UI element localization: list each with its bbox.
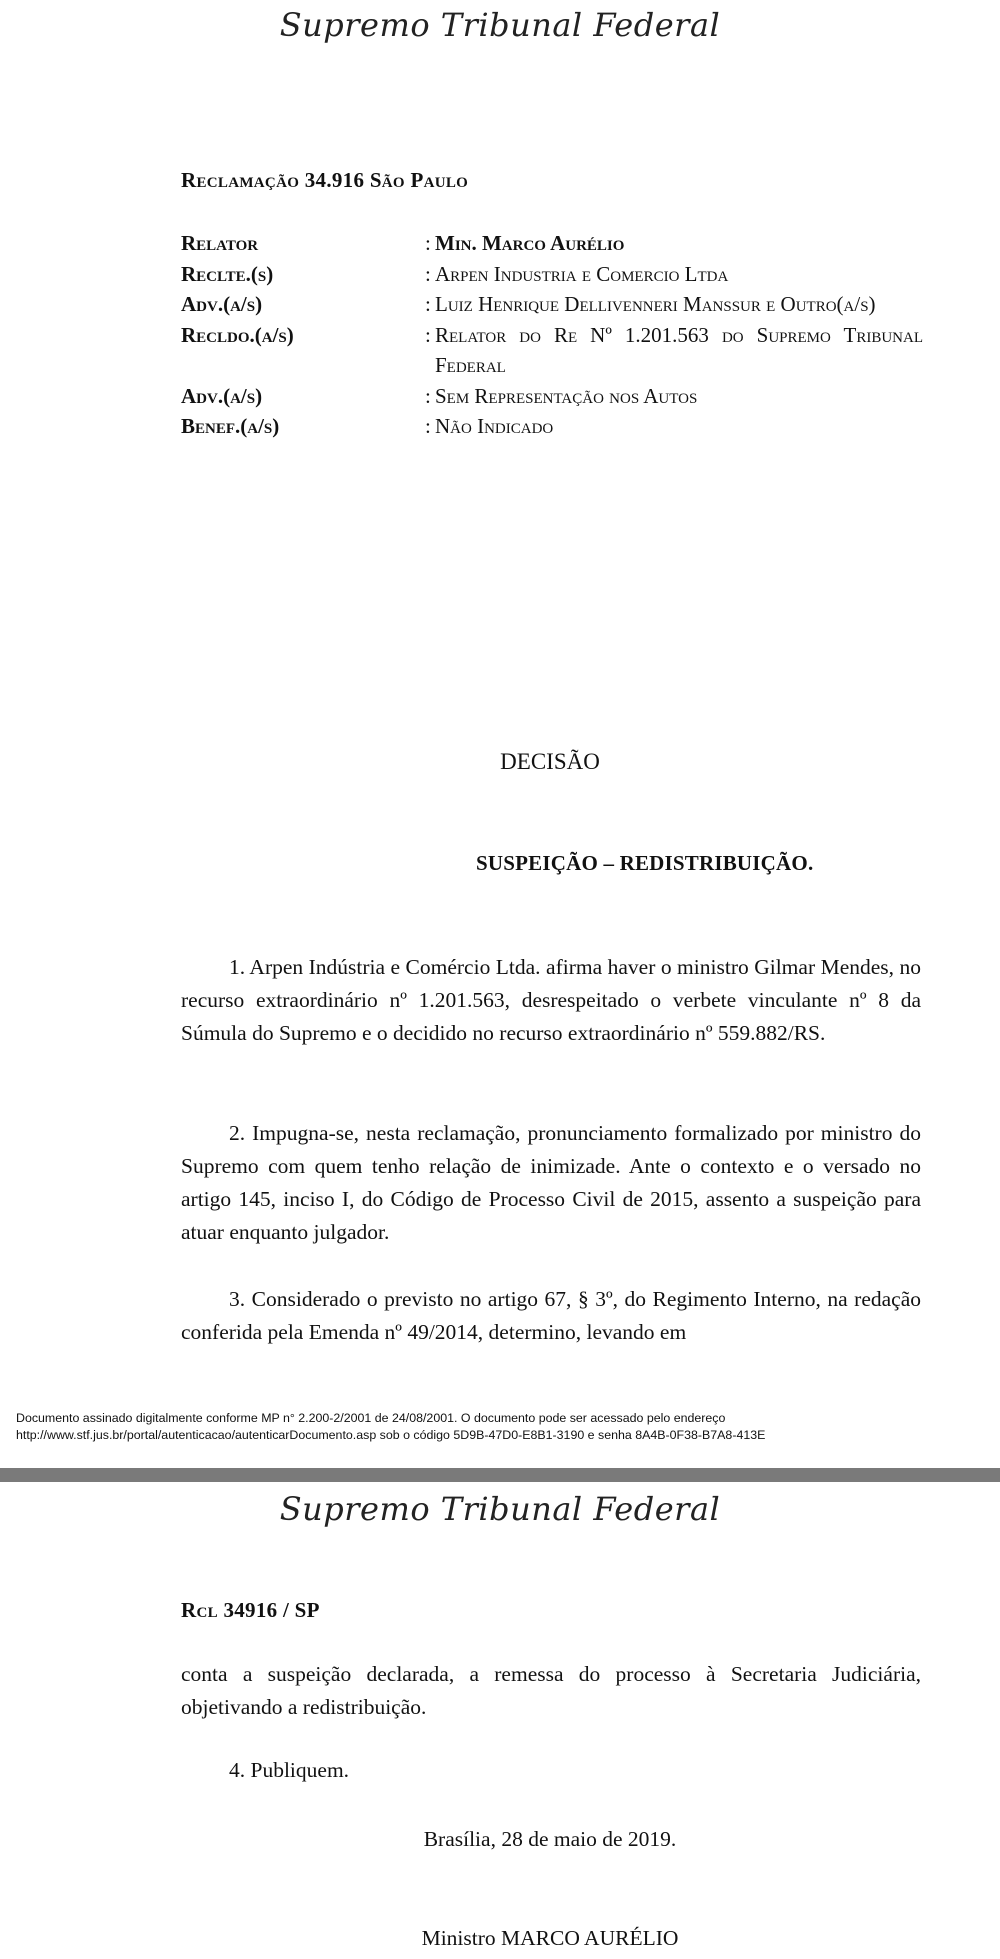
party-value: Relator do Re Nº 1.201.563 do Supremo Tribunal Federal: [435, 322, 923, 377]
party-label: Reclte.(s): [181, 261, 274, 286]
party-row-advogado: Adv.(a/s) : Luiz Henrique Dellivenneri Manssur e Outro(a/s): [181, 289, 923, 320]
court-header: Supremo Tribunal Federal: [279, 6, 721, 44]
date-line: Brasília, 28 de maio de 2019.: [423, 1827, 677, 1851]
footer-line-2: http://www.stf.jus.br/portal/autenticacao/autenticarDocumento.asp sob o código 5D9B-47D0-E8B1-3190 e senha 8A4B-0F38-B7A8-413E: [16, 1428, 766, 1442]
digital-signature-notice: [16, 1410, 976, 1444]
party-value: Não Indicado: [435, 414, 554, 438]
party-label: Recldo.(a/s): [181, 322, 294, 347]
paragraph-1: 1. Arpen Indústria e Comércio Ltda. afirma haver o ministro Gilmar Mendes, no recurso extraordinário nº 1.201.563, desrespeitado o verbete vinculante nº 8 da Súmula do Supremo e o decidido no recurso extraordinário nº 559.882/RS.: [181, 955, 921, 1045]
signature-line: Ministro MARCO AURÉLIO: [421, 1926, 679, 1950]
parties-list: [181, 228, 923, 442]
paragraph-4: 4. Publiquem.: [229, 1758, 350, 1782]
party-row-relator: Relator : Min. Marco Aurélio: [181, 228, 923, 259]
paragraph-3: 3. Considerado o previsto no artigo 67, § 3º, do Regimento Interno, na redação conferida pela Emenda nº 49/2014, determino, levando em: [181, 1287, 921, 1344]
party-label: Adv.(a/s): [181, 292, 263, 316]
continuation-paragraph: conta a suspeição declarada, a remessa do processo à Secretaria Judiciária, objetivando a redistribuição.: [181, 1662, 921, 1719]
party-row-reclamado: Recldo.(a/s) : Relator do Re Nº 1.201.563 do Supremo Tribunal Federal: [181, 320, 923, 381]
party-row-advogado-2: Adv.(a/s) : Sem Representação nos Autos: [181, 381, 923, 412]
party-label: Adv.(a/s): [181, 383, 263, 408]
party-value: Luiz Henrique Dellivenneri Manssur e Outro(a/s): [435, 292, 876, 316]
subject-heading: SUSPEIÇÃO – REDISTRIBUIÇÃO.: [476, 851, 814, 875]
party-row-reclamante: Reclte.(s) : Arpen Industria e Comercio Ltda: [181, 259, 923, 290]
party-value: Sem Representação nos Autos: [435, 383, 698, 408]
court-header: Supremo Tribunal Federal: [279, 1490, 721, 1528]
party-value: Min. Marco Aurélio: [435, 231, 625, 255]
paragraph-2: 2. Impugna-se, nesta reclamação, pronunciamento formalizado por ministro do Supremo com quem tenho relação de inimizade. Ante o contexto e o versado no artigo 145, inciso I, do Código de Processo Civil de 2015, assento a suspeição para atuar enquanto julgador.: [181, 1121, 921, 1244]
case-reference: Rcl 34916 / SP: [181, 1598, 320, 1622]
party-value: Arpen Industria e Comercio Ltda: [435, 261, 729, 286]
party-label: Benef.(a/s): [181, 414, 280, 438]
footer-line-1: Documento assinado digitalmente conforme MP n° 2.200-2/2001 de 24/08/2001. O documento pode ser acessado pelo endereço: [16, 1411, 726, 1425]
document-page-2: [0, 1482, 1000, 1959]
case-title: Reclamação 34.916 São Paulo: [181, 168, 469, 192]
decision-heading: DECISÃO: [500, 749, 600, 774]
page-separator: [0, 1468, 1000, 1482]
party-row-beneficiario: Benef.(a/s) : Não Indicado: [181, 411, 923, 442]
party-label: Relator: [181, 231, 259, 255]
